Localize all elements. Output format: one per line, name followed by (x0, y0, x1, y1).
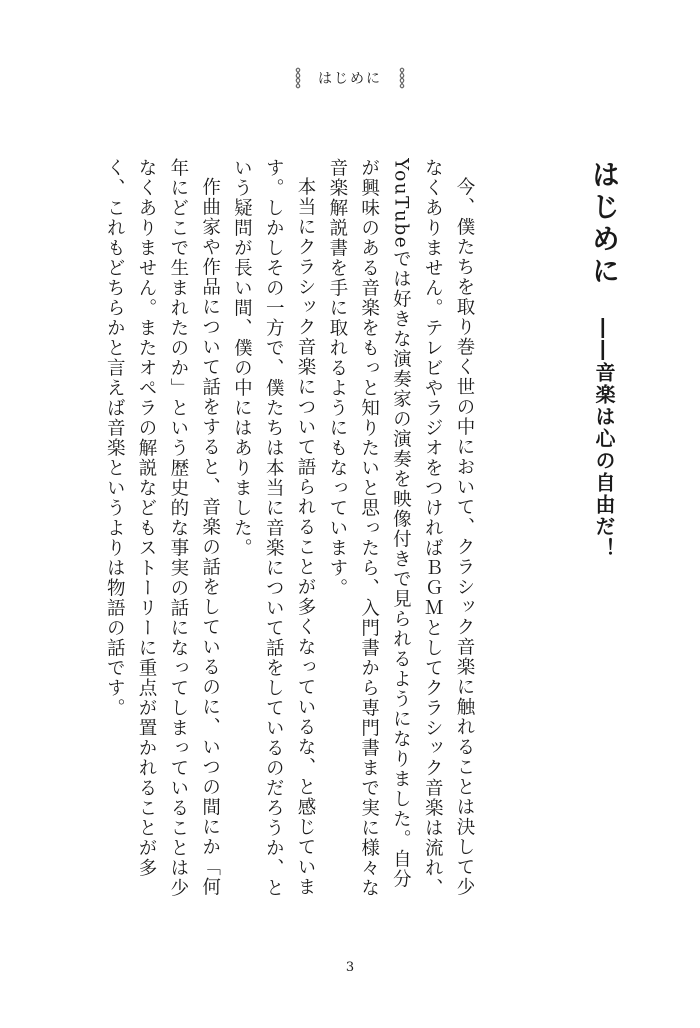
page-number: 3 (345, 960, 355, 975)
body-text (78, 158, 480, 898)
chapter-subtitle: ――音楽は心の自由だ！ (592, 318, 616, 560)
knot-ornament-icon (392, 67, 412, 89)
paragraph: 今、僕たちを取り巻く世の中において、クラシック音楽に触れることは決して少なくありません。テレビやラジオをつければＢＧＭとしてクラシック音楽は流れ、YouTubeでは好きな演奏家の演奏を映像付きで見られるようになりました。自分が興味のある音楽をもっと知りたいと思ったら、入門書から専門書まで実に様々な音楽解説書を手に取れるようにもなっています。 (326, 158, 475, 898)
paragraph: 作曲家や作品について話をすると、音楽の話をしているのに、いつの間にか「何年にどこで生まれたのか」という歴史的な事実の話になってしまっていることは少なくありません。またオペラの解説などもストーリーに重点が置かれることが多く、これもどちらかと言えば音楽というよりは物語の話です。 (104, 158, 221, 898)
running-title: はじめに (318, 71, 382, 87)
running-header (0, 66, 700, 90)
paragraph: 本当にクラシック音楽について語られることが多くなっているな、と感じています。しかしその一方で、僕たちは本当に音楽について話をしているのだろうか、という疑問が長い間、僕の中にはありました。 (231, 158, 317, 898)
chapter-title: はじめに (588, 160, 621, 288)
knot-ornament-icon (288, 67, 308, 89)
